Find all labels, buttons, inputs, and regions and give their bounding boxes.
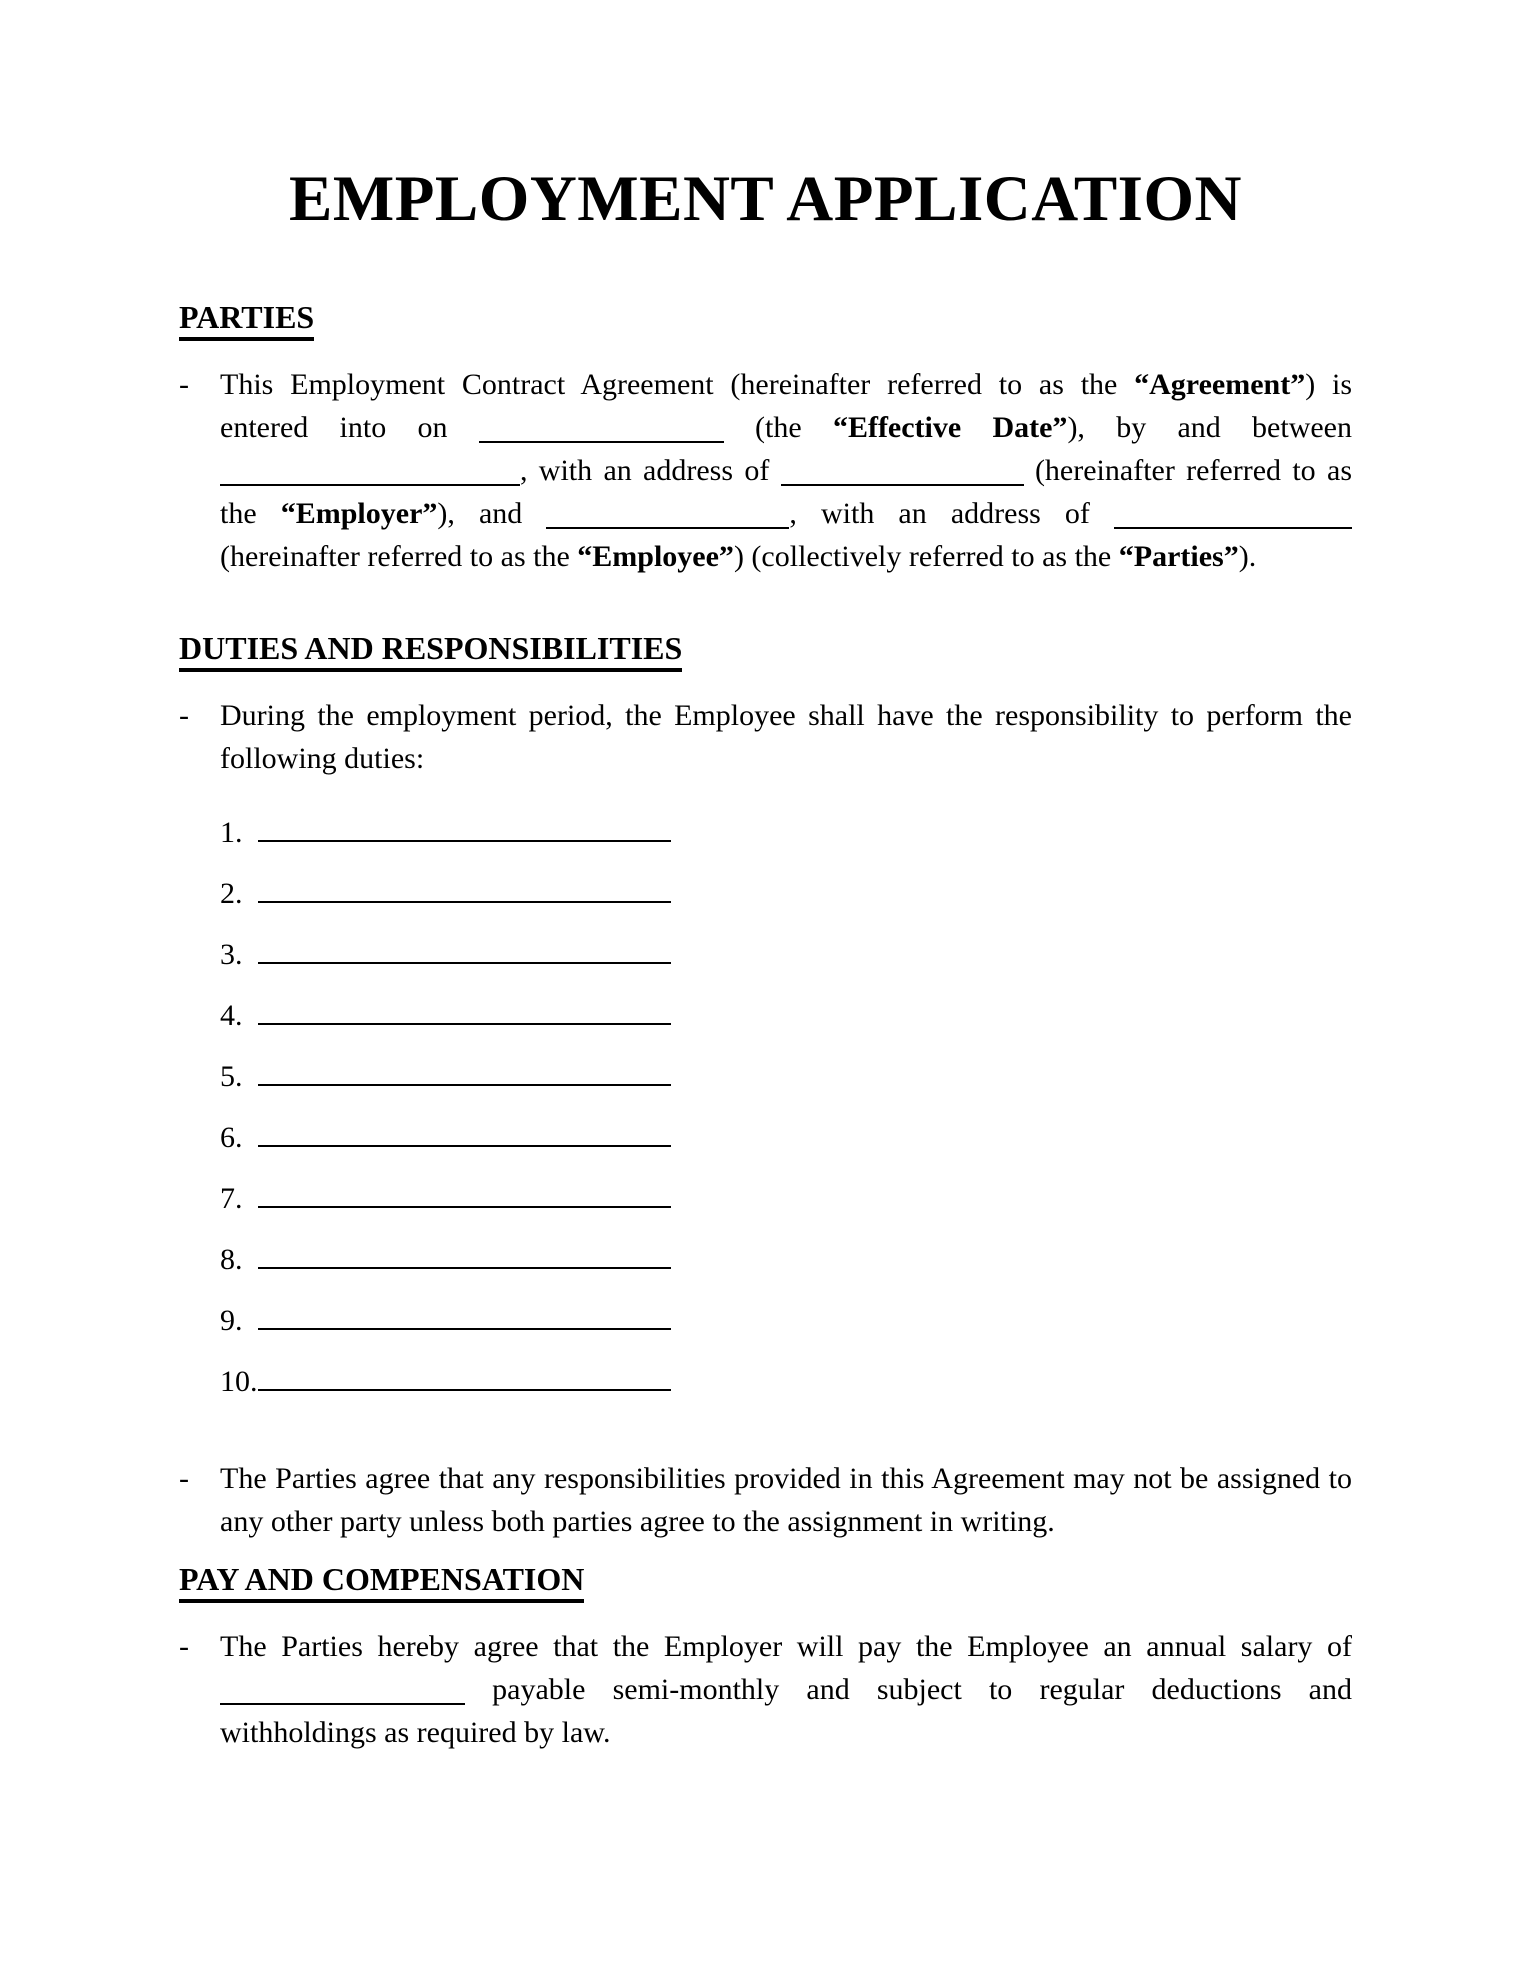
fill-in-blank <box>258 1054 671 1086</box>
text-run: ), by and between <box>1067 411 1352 444</box>
duties-note-clause <box>179 1457 1352 1543</box>
fill-in-blank <box>546 497 789 529</box>
text-run: as the <box>220 454 1352 530</box>
duty-list-item <box>220 1237 1352 1280</box>
fill-in-blank <box>258 871 671 903</box>
text-run: The Parties hereby agree that the Employer will pay the Employee an annual salary of <box>220 1630 1352 1663</box>
bold-text-run: “Employee” <box>577 540 734 573</box>
parties-clause <box>179 363 1352 578</box>
duty-list-item <box>220 871 1352 914</box>
section-heading-duties-text: DUTIES AND RESPONSIBILITIES <box>179 630 682 672</box>
duty-item-number: 2. <box>220 877 243 910</box>
text-run: , with an address of <box>789 497 1114 530</box>
fill-in-blank <box>220 454 520 486</box>
text-run: (hereinafter referred to <box>1023 454 1327 487</box>
bold-text-run: “Parties” <box>1118 540 1239 573</box>
text-run: ), and <box>437 497 547 530</box>
duty-item-number: 10. <box>220 1365 258 1398</box>
section-heading-pay <box>179 1559 1352 1599</box>
parties-clause-text <box>220 363 1352 578</box>
bold-text-run: “Agreement” <box>1134 368 1306 401</box>
fill-in-blank <box>258 1298 671 1330</box>
duty-item-number: 3. <box>220 938 243 971</box>
fill-in-blank <box>781 454 1024 486</box>
dash-bullet-marker: - <box>179 699 189 732</box>
text-run: (the <box>723 411 833 444</box>
fill-in-blank <box>1114 497 1352 529</box>
pay-clause-text <box>220 1625 1352 1754</box>
duty-list-item <box>220 810 1352 853</box>
page-bottom-whitespace <box>179 1754 1352 1980</box>
fill-in-blank <box>258 1115 671 1147</box>
text-run: ). <box>1238 540 1257 573</box>
duty-item-number: 9. <box>220 1304 243 1337</box>
duties-intro-text: During the employment period, the Employee shall have the responsibility to perform the following duties: <box>220 699 1352 775</box>
duty-item-number: 5. <box>220 1060 243 1093</box>
duty-item-number: 8. <box>220 1243 243 1276</box>
duty-list-item <box>220 1359 1352 1402</box>
section-heading-parties <box>179 297 1352 337</box>
fill-in-blank <box>258 932 671 964</box>
fill-in-blank <box>258 1237 671 1269</box>
fill-in-blank <box>258 1359 671 1391</box>
document-title: EMPLOYMENT APPLICATION <box>289 163 1242 235</box>
duty-list-item <box>220 993 1352 1036</box>
section-heading-duties <box>179 628 1352 668</box>
text-run: This Employment Contract Agreement (hereinafter referred to as the <box>220 368 1135 401</box>
duties-note-text: The Parties agree that any responsibilities provided in this Agreement may not be assigned to any other party unless both parties agree to the assignment in writing. <box>220 1462 1352 1538</box>
text-run: payable semi-monthly and subject to regular deductions and withholdings as required by law. <box>220 1673 1352 1749</box>
bold-text-run: “Employer” <box>280 497 438 530</box>
duty-list-item <box>220 1298 1352 1341</box>
text-run: (hereinafter referred to as the <box>220 540 578 573</box>
pay-clause <box>179 1625 1352 1754</box>
duties-numbered-list <box>179 810 1352 1402</box>
text-run: , with an address of <box>520 454 781 487</box>
fill-in-blank <box>258 1176 671 1208</box>
duty-list-item <box>220 932 1352 975</box>
dash-bullet-marker: - <box>179 1462 189 1495</box>
duty-item-number: 1. <box>220 816 243 849</box>
fill-in-blank <box>220 1673 465 1705</box>
dash-bullet-marker: - <box>179 368 189 401</box>
duties-intro-clause <box>179 694 1352 780</box>
duty-item-number: 7. <box>220 1182 243 1215</box>
duty-list-item <box>220 1054 1352 1097</box>
fill-in-blank <box>258 993 671 1025</box>
dash-bullet-marker: - <box>179 1630 189 1663</box>
bold-text-run: “Effective Date” <box>832 411 1068 444</box>
text-run: ) (collectively referred to as the <box>733 540 1119 573</box>
section-heading-parties-text: PARTIES <box>179 299 314 341</box>
section-heading-pay-text: PAY AND COMPENSATION <box>179 1561 584 1603</box>
fill-in-blank <box>258 810 671 842</box>
duty-item-number: 4. <box>220 999 243 1032</box>
fill-in-blank <box>479 411 724 443</box>
duty-item-number: 6. <box>220 1121 243 1154</box>
duty-list-item <box>220 1176 1352 1219</box>
duty-list-item <box>220 1115 1352 1158</box>
text-run: ) is entered into on <box>220 368 1352 444</box>
